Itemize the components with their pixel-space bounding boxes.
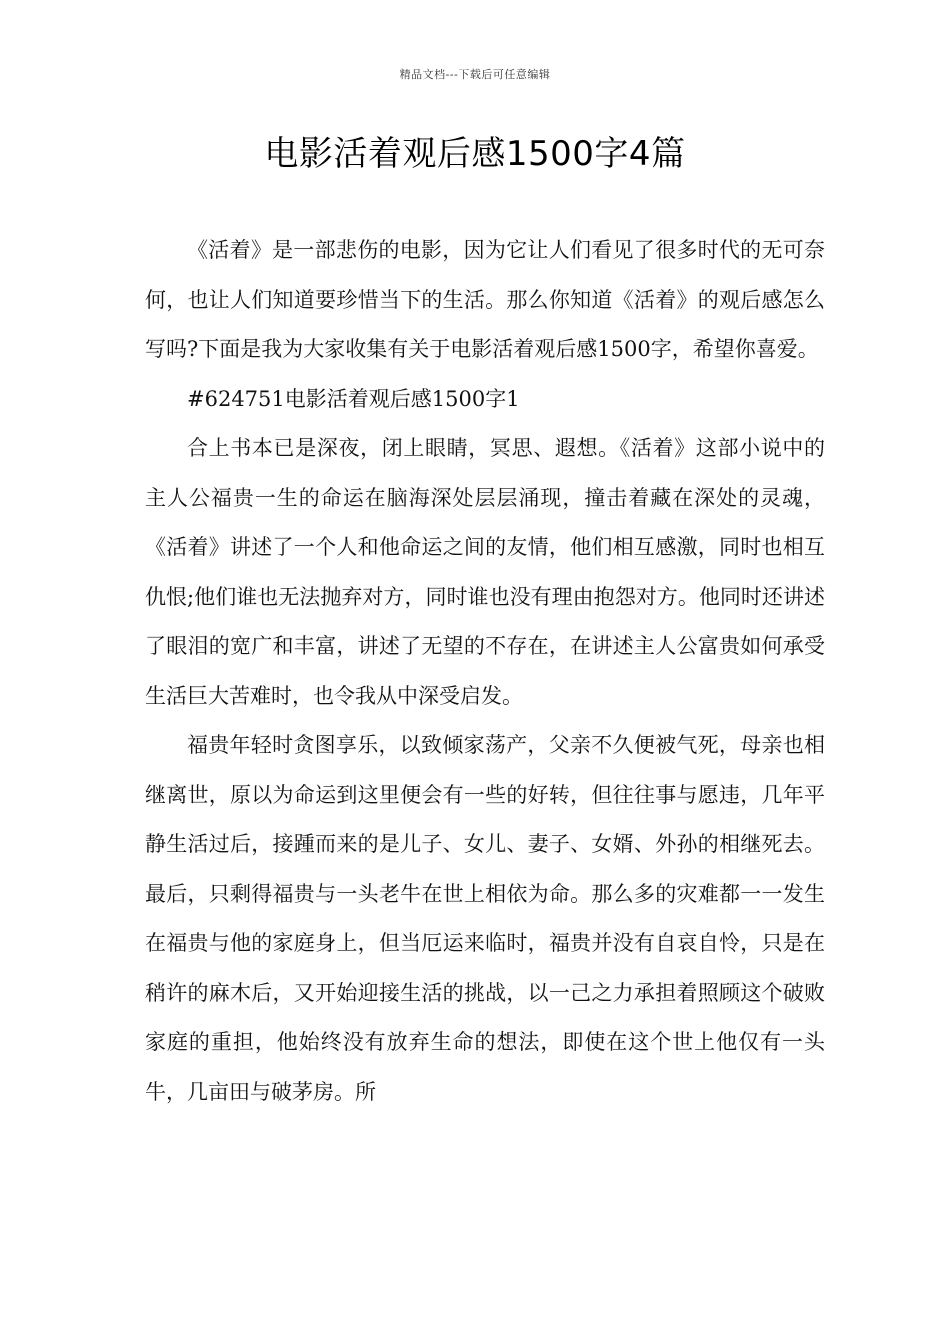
document-body	[145, 226, 825, 1117]
page-header-note: 精品文档---下载后可任意编辑	[399, 68, 551, 81]
body-paragraph: 合上书本已是深夜，闭上眼睛，冥思、遐想。《活着》这部小说中的主人公福贵一生的命运在脑海深处层层涌现，撞击着藏在深处的灵魂，《活着》讲述了一个人和他命运之间的友情，他们相互感激，同时也相互仇恨;他们谁也无法抛弃对方，同时谁也没有理由抱怨对方。他同时还讲述了眼泪的宽广和丰富，讲述了无望的不存在，在讲述主人公富贵如何承受生活巨大苦难时，也令我从中深受启发。	[145, 436, 825, 708]
section-heading: #624751电影活着观后感1500字1	[187, 386, 520, 411]
document-title: 电影活着观后感1500字4篇	[264, 134, 686, 174]
intro-paragraph: 《活着》是一部悲伤的电影，因为它让人们看见了很多时代的无可奈何，也让人们知道要珍惜当下的生活。那么你知道《活着》的观后感怎么写吗?下面是我为大家收集有关于电影活着观后感1500字，希望你喜爱。	[145, 238, 825, 361]
body-paragraph: 福贵年轻时贪图享乐，以致倾家荡产，父亲不久便被气死，母亲也相继离世，原以为命运到这里便会有一些的好转，但往往事与愿违，几年平静生活过后，接踵而来的是儿子、女儿、妻子、女婿、外孙的相继死去。最后，只剩得福贵与一头老牛在世上相依为命。那么多的灾难都一一发生在福贵与他的家庭身上，但当厄运来临时，福贵并没有自哀自怜，只是在稍许的麻木后，又开始迎接生活的挑战，以一己之力承担着照顾这个破败家庭的重担，他始终没有放弃生命的想法，即使在这个世上他仅有一头牛，几亩田与破茅房。所	[145, 733, 825, 1104]
